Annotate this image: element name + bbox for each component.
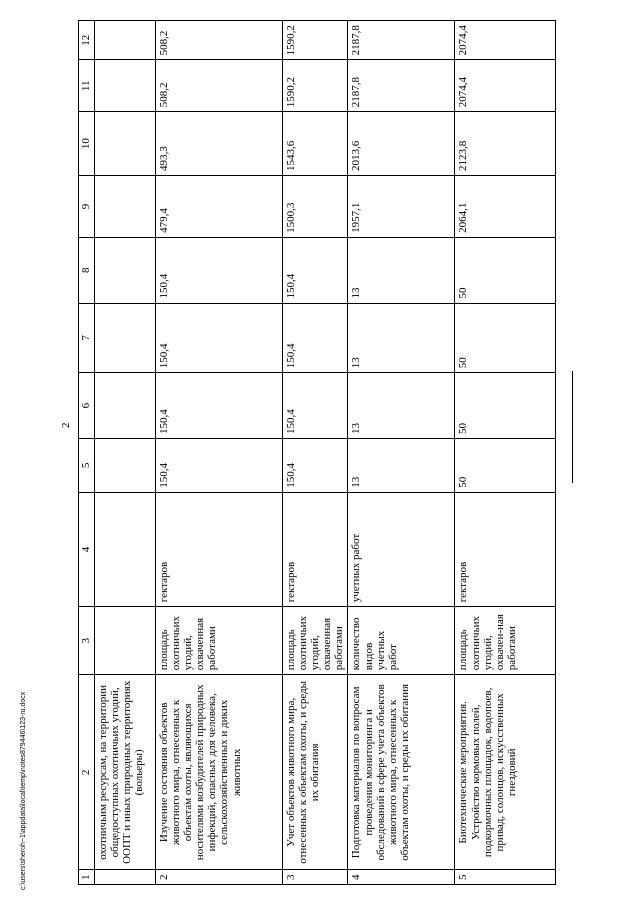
value-cell: 2013,6	[348, 112, 455, 176]
value-cell: 150,4	[283, 303, 348, 373]
page-number: 2	[60, 422, 72, 428]
value-cell: 50	[455, 303, 556, 373]
indicator-cell: количество видов учетных работ	[348, 607, 455, 675]
table-row	[348, 21, 455, 885]
header-cell: 3	[79, 607, 95, 675]
header-cell: 6	[79, 373, 95, 439]
header-cell: 12	[79, 21, 95, 60]
file-path-text: c:\users\sheroh~1\appdata\local\temp\notes879446\123-ru.docx	[20, 691, 27, 890]
table-header-row	[79, 21, 95, 885]
activity-cell: Учет объектов животного мира, отнесенных к объектам охоты, и среды их обитания	[283, 675, 348, 870]
value-cell: 1590,2	[283, 21, 348, 60]
value-cell	[95, 112, 156, 176]
value-cell: 493,3	[156, 112, 283, 176]
value-cell: 479,4	[156, 176, 283, 238]
value-cell: 150,4	[156, 303, 283, 373]
activity-cell: Изучение состояния объектов животного мира, отнесенных к объектам охоты, являющихся носителями возбудителей природных инфекций, опасных для человека, сельскохозяйственных и диких животных	[156, 675, 283, 870]
value-cell: 1590,2	[283, 60, 348, 112]
value-cell: 150,4	[156, 438, 283, 492]
header-cell: 2	[79, 675, 95, 870]
value-cell: 508,2	[156, 60, 283, 112]
indicator-cell	[95, 607, 156, 675]
value-cell: 2074,4	[455, 21, 556, 60]
header-cell: 7	[79, 303, 95, 373]
value-cell: 13	[348, 303, 455, 373]
value-cell	[95, 438, 156, 492]
header-cell: 9	[79, 176, 95, 238]
activity-cell: Биотехнические мероприятия. Устройство кормовых полей, подкормочных площадок, водопоев, привад, солонцов, искусственных гнездовий	[455, 675, 556, 870]
row-number-cell: 5	[455, 870, 556, 885]
header-cell: 5	[79, 438, 95, 492]
value-cell: 150,4	[283, 438, 348, 492]
value-cell: 2064,1	[455, 176, 556, 238]
file-path-footer	[20, 691, 30, 900]
data-table	[78, 20, 556, 885]
activity-cell: охотничьим ресурсам, на территории общедоступных охотничьих угодий, ООПТ и иных природных территориях (вольеры)	[95, 675, 156, 870]
header-cell: 4	[79, 492, 95, 606]
value-cell	[95, 176, 156, 238]
row-number-cell	[95, 870, 156, 885]
value-cell	[95, 21, 156, 60]
unit-cell: гектаров	[283, 492, 348, 606]
unit-cell	[95, 492, 156, 606]
value-cell: 13	[348, 237, 455, 303]
value-cell: 150,4	[156, 373, 283, 439]
row-number-cell: 4	[348, 870, 455, 885]
table-row	[283, 21, 348, 885]
value-cell: 50	[455, 373, 556, 439]
activity-cell: Подготовка материалов по вопросам проведения мониторинга и обследований в сфере учета объектов животного мира, отнесенных к объектам охоты, и среды их обитания	[348, 675, 455, 870]
table-row	[156, 21, 283, 885]
value-cell: 1543,6	[283, 112, 348, 176]
value-cell: 50	[455, 438, 556, 492]
row-number-cell: 2	[156, 870, 283, 885]
separator-line	[572, 371, 573, 483]
unit-cell: гектаров	[455, 492, 556, 606]
row-number-cell: 3	[283, 870, 348, 885]
value-cell: 150,4	[283, 237, 348, 303]
value-cell	[95, 237, 156, 303]
table-row	[455, 21, 556, 885]
value-cell: 1957,1	[348, 176, 455, 238]
value-cell: 2123,8	[455, 112, 556, 176]
indicator-cell: площадь охотничьих угодий, охваченная работами	[283, 607, 348, 675]
value-cell: 2074,4	[455, 60, 556, 112]
rotated-page	[60, 20, 580, 885]
unit-cell: учетных работ	[348, 492, 455, 606]
header-cell: 1	[79, 870, 95, 885]
value-cell: 150,4	[283, 373, 348, 439]
value-cell: 508,2	[156, 21, 283, 60]
header-cell: 8	[79, 237, 95, 303]
value-cell: 150,4	[156, 237, 283, 303]
value-cell	[95, 60, 156, 112]
header-cell: 11	[79, 60, 95, 112]
value-cell	[95, 303, 156, 373]
table-row	[95, 21, 156, 885]
value-cell: 1500,3	[283, 176, 348, 238]
value-cell	[95, 373, 156, 439]
value-cell: 13	[348, 373, 455, 439]
header-cell: 10	[79, 112, 95, 176]
value-cell: 13	[348, 438, 455, 492]
value-cell: 2187,8	[348, 60, 455, 112]
value-cell: 50	[455, 237, 556, 303]
indicator-cell: площадь охотничьих угодий, охваченная работами	[156, 607, 283, 675]
value-cell: 2187,8	[348, 21, 455, 60]
indicator-cell: площадь охотничьих угодий, охвачен-ная работами	[455, 607, 556, 675]
unit-cell: гектаров	[156, 492, 283, 606]
